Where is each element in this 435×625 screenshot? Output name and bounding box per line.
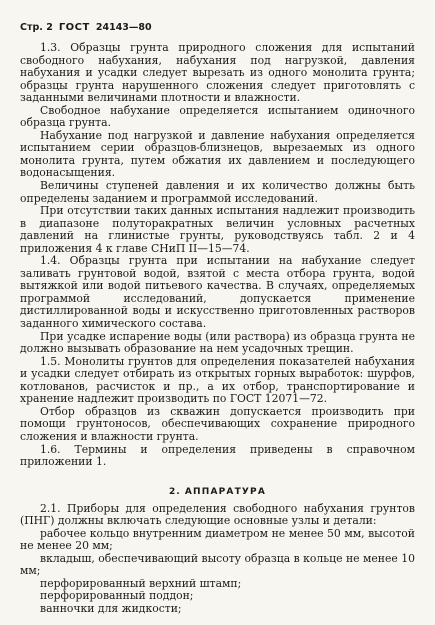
section-2-body (20, 503, 415, 616)
paragraph: Отбор образцов из скважин допускается производить при помощи грунтоносов, обеспечивающих сохранение природного сложения и влажности грунта. (20, 404, 415, 443)
paragraph: Величины ступеней давления и их количество должны быть определены заданием и программой исследований. (20, 179, 415, 205)
list-item: вкладыш, обеспечивающий высоту образца в кольце не менее 10 мм; (20, 551, 415, 578)
section-2-heading (20, 487, 415, 497)
page-number: Стр. 2 (20, 22, 53, 33)
list-item: перфорированный верхний штамп; (40, 576, 242, 590)
section-2-title: АППАРАТУРА (184, 486, 267, 497)
list-item: рабочее кольцо внутренним диаметром не менее 50 мм, высотой не менее 20 мм; (20, 526, 415, 553)
standard-label: ГОСТ (58, 22, 90, 33)
standard-number: 24143—80 (95, 22, 152, 33)
paragraph: Свободное набухание определяется испытанием одиночного образца грунта. (20, 103, 415, 130)
paragraph-1-6: 1.6. Термины и определения приведены в справочном приложении 1. (20, 442, 415, 469)
running-header (20, 22, 415, 33)
paragraph-1-3: 1.3. Образцы грунта природного сложения для испытаний свободного набухания, набухания под нагрузкой, давления набухания и усадки следует вырезать из одного монолита грунта; образцы грунта нарушенного сложения следует приготовлять с заданными величинами плотности и влажности. (20, 41, 415, 105)
section-2-number: 2. (168, 486, 181, 497)
paragraph-2-1: 2.1. Приборы для определения свободного набухания грунтов (ПНГ) должны включать следующие основные узлы и детали: (20, 501, 415, 528)
paragraph-1-4: 1.4. Образцы грунта при испытании на набухание следует заливать грунтовой водой, взятой с места отбора грунта, водой вытяжкой или водой питьевого качества. В случаях, определяемых программой исследований, допускается применение дистиллированной воды и искусственно приготовленных растворов заданного химического состава. (20, 254, 415, 331)
paragraph-1-5: 1.5. Монолиты грунтов для определения показателей набухания и усадки следует отбирать из открытых горных выработок: шурфов, котлованов, расчисток и пр., а их отбор, транспортирование и хранение надлежит производить по ГОСТ 12071—72. (20, 354, 415, 406)
list-item: перфорированный поддон; (40, 589, 194, 603)
paragraph: При отсутствии таких данных испытания надлежит производить в диапазоне полуторакратных величин условных расчетных давлений на глинистые грунты, руководствуясь табл. 2 и 4 приложения 4 к главе СНиП II—15—74. (20, 204, 415, 255)
paragraph: При усадке испарение воды (или раствора) из образца грунта не должно вызывать образование на нем усадочных трещин. (20, 329, 415, 356)
section-1-body (20, 42, 415, 469)
paragraph: Набухание под нагрузкой и давление набухания определяется испытанием серии образцов-близнецов, вырезаемых из одного монолита грунта, путем обжатия их давлением и последующего водонасыщения. (20, 128, 415, 180)
list-item: ванночки для жидкости; (40, 601, 182, 615)
